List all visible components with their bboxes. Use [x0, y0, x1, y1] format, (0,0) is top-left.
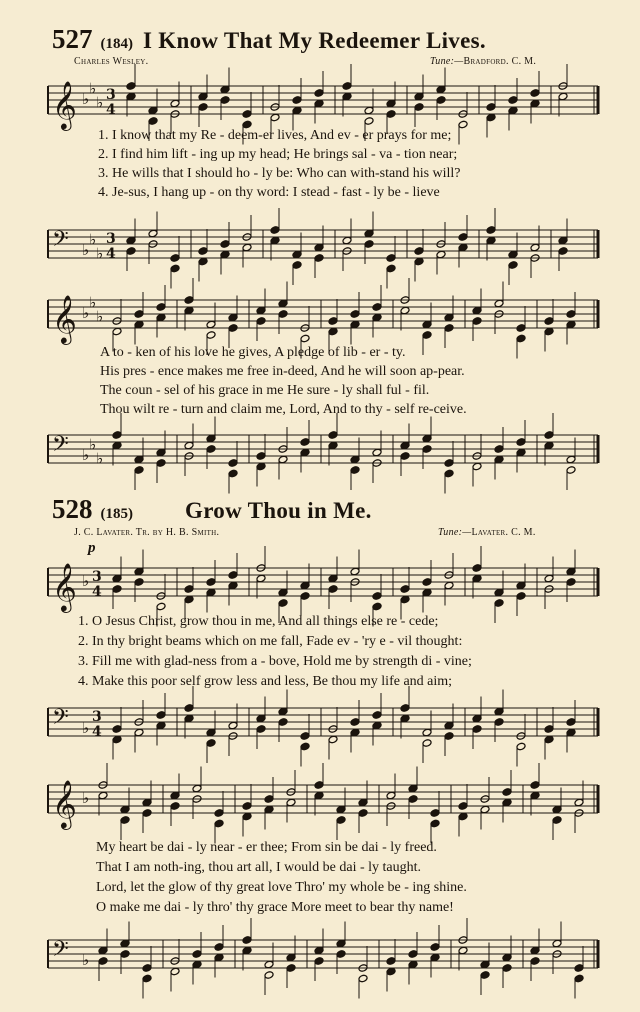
svg-text:3: 3: [106, 231, 116, 247]
verse-line-2: 2. I find him lift - ing up my head; He brings sal - va - tion near;: [98, 147, 458, 162]
staff-system-527-1-bass: [0, 220, 640, 270]
hymn-number: 527: [52, 24, 93, 54]
svg-text:𝄞: 𝄞: [52, 294, 77, 343]
verse-line-4: O make me dai - ly thro' thy grace More meet to bear thy name!: [96, 900, 454, 915]
svg-text:♭: ♭: [89, 79, 97, 98]
svg-text:♭: ♭: [96, 307, 104, 326]
hymn-author: J. C. Lavater. Tr. by H. B. Smith.: [74, 527, 220, 538]
hymn-528-header: [52, 494, 372, 525]
svg-text:♭: ♭: [96, 93, 104, 112]
svg-text:3: 3: [106, 87, 116, 103]
svg-text:♭: ♭: [82, 789, 90, 807]
verse-line-4: 4. Je-sus, I hang up - on thy word: I stead - fast - ly be - lieve: [98, 185, 440, 200]
svg-text:♭: ♭: [96, 244, 104, 263]
svg-text:𝄞: 𝄞: [52, 80, 77, 129]
svg-text:♭: ♭: [82, 90, 90, 108]
svg-text:𝄞: 𝄞: [52, 562, 77, 611]
verse-line-1: 1. I know that my Re - deem-er lives, And ev - er prays for me;: [98, 128, 452, 143]
svg-text:4: 4: [106, 246, 116, 262]
verse-line-1: A to - ken of his love he gives, A pledge of lib - er - ty.: [100, 345, 406, 360]
svg-text:♭: ♭: [82, 572, 90, 590]
verse-line-4: Thou wilt re - turn and claim me, Lord, And to thy - self re-ceive.: [100, 402, 467, 417]
svg-text:♭: ♭: [89, 293, 97, 312]
svg-text:♭: ♭: [82, 241, 90, 259]
hymn-author: Charles Wesley.: [74, 56, 149, 67]
hymn-alt-number: (185): [100, 506, 133, 522]
hymn-title: I Know That My Redeemer Lives.: [143, 28, 486, 53]
tune-label: Tune:—: [438, 527, 472, 538]
svg-text:♭: ♭: [82, 446, 90, 464]
svg-text:♭: ♭: [96, 449, 104, 468]
hymn-alt-number: (184): [100, 36, 133, 52]
staff-system-528-2-bass: [0, 930, 640, 980]
svg-text:4: 4: [92, 724, 102, 740]
dynamic-marking: p: [88, 540, 96, 556]
svg-text:3: 3: [92, 569, 102, 585]
svg-text:♭: ♭: [82, 951, 90, 969]
staff-system-528-1-bass: [0, 698, 640, 748]
verse-line-2: 2. In thy bright beams which on me fall, Fade ev - 'ry e - vil thought:: [78, 634, 463, 649]
svg-text:4: 4: [106, 102, 116, 118]
tune-name: Bradford. C. M.: [463, 56, 537, 67]
svg-text:4: 4: [92, 584, 102, 600]
staff-system-528-2-treble: [0, 775, 640, 828]
staff-system-527-1-treble: [0, 76, 640, 129]
staff-system-528-1-treble: [0, 558, 640, 611]
svg-text:𝄢: 𝄢: [52, 937, 69, 967]
svg-text:3: 3: [92, 709, 102, 725]
verse-line-4: 4. Make this poor self grow less and less, Be thou my life and aim;: [78, 674, 453, 689]
staff-system-527-2-treble: [0, 290, 640, 343]
hymn-number: 528: [52, 494, 93, 524]
svg-text:♭: ♭: [82, 304, 90, 322]
hymn-tune: [430, 56, 536, 67]
svg-text:𝄢: 𝄢: [52, 227, 69, 257]
svg-text:𝄢: 𝄢: [52, 705, 69, 735]
svg-text:♭: ♭: [82, 719, 90, 737]
tune-label: Tune:—: [430, 56, 464, 67]
svg-text:♭: ♭: [89, 435, 97, 454]
verse-line-2: That I am noth-ing, thou art all, I would be dai - ly taught.: [96, 860, 422, 875]
svg-text:𝄢: 𝄢: [52, 432, 69, 462]
hymn-tune: [438, 527, 536, 538]
hymn-title: Grow Thou in Me.: [185, 498, 372, 523]
svg-text:♭: ♭: [89, 230, 97, 249]
verse-line-1: 1. O Jesus Christ, grow thou in me, And all things else re - cede;: [78, 614, 439, 629]
staff-system-527-2-bass: [0, 425, 640, 475]
verse-line-2: His pres - ence makes me free in-deed, And he will soon ap-pear.: [100, 364, 465, 379]
tune-name: Lavater. C. M.: [471, 527, 536, 538]
hymn-527-header: [52, 24, 486, 55]
verse-line-3: Lord, let the glow of thy great love Thro' my whole be - ing shine.: [96, 880, 467, 895]
verse-line-3: The coun - sel of his grace in me He sure - ly shall ful - fil.: [100, 383, 430, 398]
verse-line-3: 3. He wills that I should ho - ly be: Who can with-stand his will?: [98, 166, 461, 181]
verse-line-1: My heart be dai - ly near - er thee; From sin be dai - ly freed.: [96, 840, 437, 855]
svg-text:𝄞: 𝄞: [52, 779, 77, 828]
verse-line-3: 3. Fill me with glad-ness from a - bove, Hold me by strength di - vine;: [78, 654, 472, 669]
